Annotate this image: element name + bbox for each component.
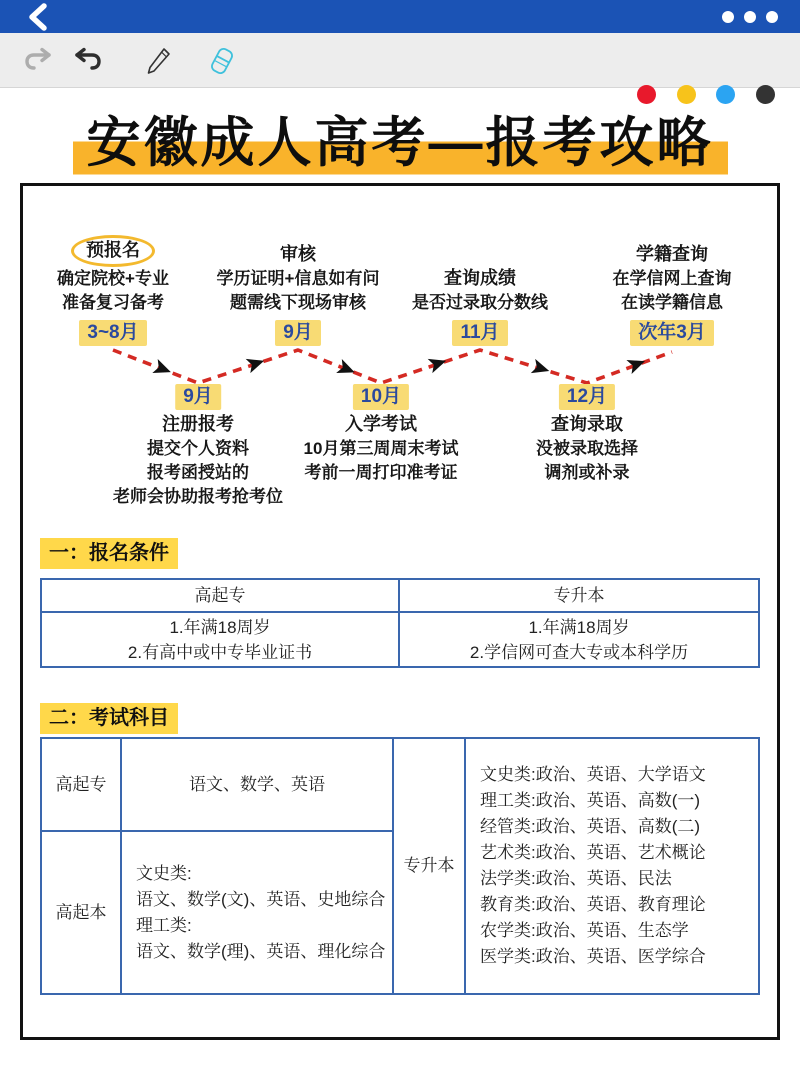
arrow-icon — [336, 359, 357, 379]
guide-card — [20, 183, 780, 1040]
page-title-row — [0, 100, 800, 177]
back-icon[interactable] — [22, 2, 56, 32]
requirements-table — [40, 578, 760, 668]
date-chip: 11月 — [452, 320, 507, 346]
date-chip: 9月 — [175, 384, 221, 410]
date-chip: 10月 — [353, 384, 409, 410]
table-cell: 文史类: 语文、数学(文)、英语、史地综合 理工类: 语文、数学(理)、英语、理化综合 — [122, 832, 394, 993]
date-chip: 次年3月 — [630, 320, 714, 346]
subjects-table — [40, 737, 760, 995]
arrow-icon — [246, 354, 267, 374]
more-menu-icon[interactable] — [722, 11, 778, 23]
table-header-gaoqizhuan: 高起专 — [42, 580, 400, 613]
table-cell: 文史类:政治、英语、大学语文 理工类:政治、英语、高数(一) 经管类:政治、英语、高数(二) 艺术类:政治、英语、艺术概论 法学类:政治、英语、民法 教育类:政治、英语、教育理论 农学类:政治、英语、生态学 医学类:政治、英语、医学综合 — [480, 765, 706, 966]
date-chip: 9月 — [275, 320, 321, 346]
timeline-step-enrollment-check: 学籍查询 在学信网上查询 在读学籍信息 次年3月 — [577, 238, 767, 346]
date-chip: 3~8月 — [79, 320, 146, 346]
arrow-icon — [626, 354, 647, 374]
app-bar — [0, 0, 800, 33]
table-header-zhuanshengben: 专升本 — [400, 580, 758, 613]
timeline-step-review: 审核 学历证明+信息如有问 题需线下现场审核 9月 — [193, 238, 403, 346]
timeline-step-admission: 查询录取 没被录取选择 调剂或补录 — [536, 414, 638, 482]
timeline-step-preregister: 预报名 确定院校+专业 准备复习备考 3~8月 — [23, 238, 203, 346]
timeline-step-exam: 入学考试 10月第三周周末考试 考前一周打印准考证 — [303, 414, 459, 482]
timeline-step-register: 注册报考 提交个人资料 报考函授站的 老师会协助报考抢考位 — [113, 414, 283, 506]
page-title: 安徽成人高考—报考攻略 — [73, 100, 728, 177]
date-chip: 12月 — [559, 384, 615, 410]
undo-icon[interactable] — [22, 47, 54, 75]
table-cell: 1.年满18周岁 2.有高中或中专毕业证书 — [42, 613, 400, 666]
row-label-gaoqizhuan: 高起专 — [42, 739, 122, 832]
table-cell: 1.年满18周岁 2.学信网可查大专或本科学历 — [469, 617, 689, 662]
row-label-gaoqiben: 高起本 — [42, 832, 122, 993]
arrow-icon — [152, 359, 173, 379]
eraser-icon[interactable] — [206, 47, 238, 75]
arrow-icon — [531, 359, 552, 378]
table-cell: 语文、数学、英语 — [122, 739, 394, 832]
pen-icon[interactable] — [143, 47, 175, 75]
redo-icon[interactable] — [72, 47, 104, 75]
section-heading-requirements: 一：报名条件 — [40, 538, 178, 569]
row-label-zhuanshengben: 专升本 — [394, 739, 466, 993]
timeline-step-scores: 查询成绩 是否过录取分数线 11月 — [380, 238, 580, 346]
section-heading-subjects: 二：考试科目 — [40, 703, 178, 734]
pre-register-circle-highlight: 预报名 — [71, 235, 155, 267]
annotation-toolbar — [0, 33, 800, 88]
